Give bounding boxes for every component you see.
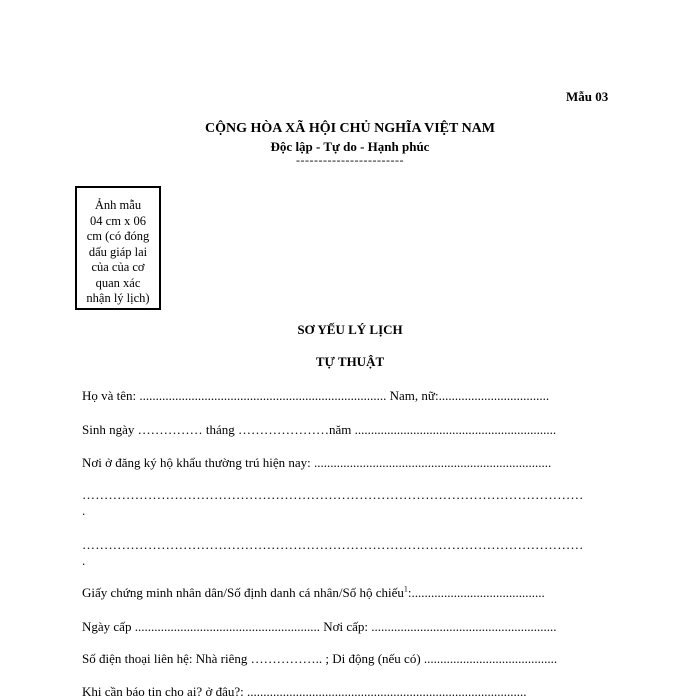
document-title: SƠ YẾU LÝ LỊCH <box>297 322 403 337</box>
residence-continuation-2: …………………………………………………………………………………………………… <box>82 537 584 552</box>
id-document-dots: :......................................... <box>407 585 545 600</box>
residence-field: Nơi ở đăng ký hộ khẩu thường trú hiện nay: ......................................................................... <box>82 455 552 470</box>
residence-continuation-1: …………………………………………………………………………………………………… <box>82 487 584 502</box>
id-footnote-marker: 1 <box>403 584 408 594</box>
birth-date-field: Sinh ngày …………… tháng …………………năm .............................................................. <box>82 422 557 437</box>
name-field: Họ và tên: ............................................................................ Nam, nữ:.................................. <box>82 388 550 403</box>
header-separator: ------------------------ <box>296 153 404 167</box>
document-subtitle: TỰ THUẬT <box>315 354 385 369</box>
photo-box <box>75 186 161 310</box>
id-document-field <box>82 585 545 601</box>
nation-title: CỘNG HÒA XÃ HỘI CHỦ NGHĨA VIỆT NAM <box>204 121 495 136</box>
motto: Độc lập - Tự do - Hạnh phúc <box>270 139 430 154</box>
emergency-contact-field: Khi cần báo tin cho ai? ở đâu?: ...................................................................................... <box>82 684 527 699</box>
residence-continuation-1-dot: . <box>82 503 86 518</box>
issue-field: Ngày cấp ......................................................... Nơi cấp: ......................................................... <box>82 619 557 634</box>
id-document-label: Giấy chứng minh nhân dân/Số định danh cá nhân/Số hộ chiếu <box>82 585 404 600</box>
photo-box-text: Ảnh mẫu 04 cm x 06 cm (có đóng dấu giáp lai của của cơ quan xác nhận lý lịch) <box>86 198 150 305</box>
phone-field: Số điện thoại liên hệ: Nhà riêng …………….. ; Di động (nếu có) ......................................... <box>82 651 558 666</box>
residence-continuation-2-dot: . <box>82 553 86 568</box>
form-code: Mẫu 03 <box>566 89 609 104</box>
